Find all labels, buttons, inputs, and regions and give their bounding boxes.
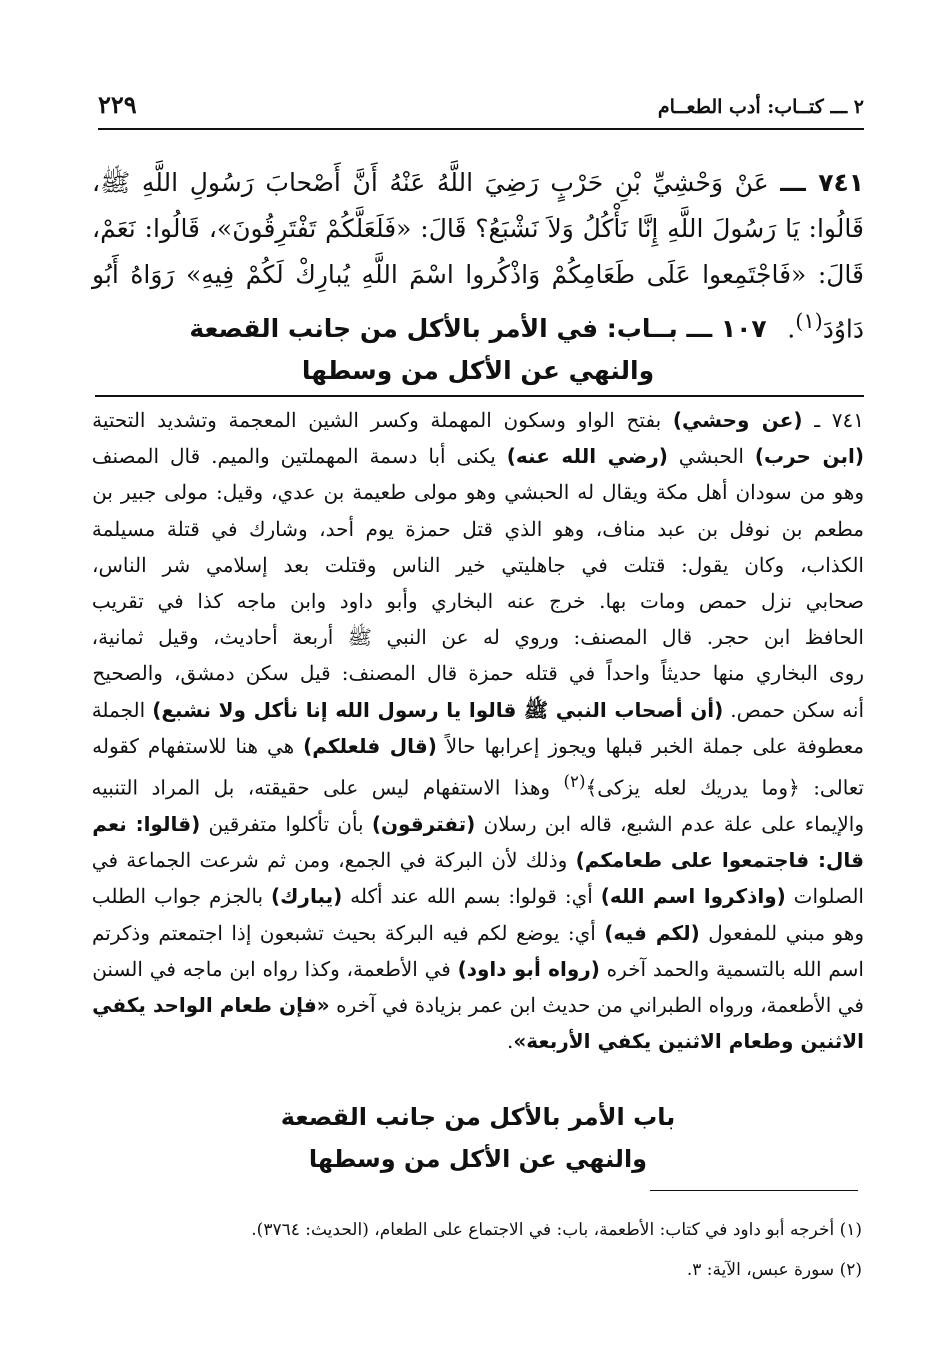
commentary-line: [92, 951, 864, 987]
running-header: [98, 88, 864, 130]
commentary-keyword: «فإن طعام الواحد يكفي: [92, 992, 330, 1017]
commentary-keyword: (رضي الله عنه): [506, 444, 668, 469]
commentary-text: وهذا الاستفهام ليس على حقيقته، بل المراد التنبيه: [91, 775, 564, 800]
hadith-number: ٧٤١ ـــ: [780, 168, 864, 197]
commentary-line: [92, 402, 864, 438]
page-number: ٢٢٩: [98, 90, 137, 119]
commentary-text: مطعم بن نوفل بن عبد مناف، وهو الذي قتل حمزة يوم أحد، وشارك في قتلة مسيلمة: [91, 516, 864, 541]
commentary-text: الصلوات: [785, 884, 864, 909]
commentary-text: أي: قولوا: بسم الله عند أكله: [342, 884, 601, 909]
hadith-text: ٧٤١ ـــ عَنْ وَحْشِيِّ بْنِ حَرْبٍ رَضِيَ اللَّهُ عَنْهُ أَنَّ أَصْحابَ رَسُولِ اللَّهِ ﷺ، قَالُوا: يَا رَسُولَ اللَّهِ إِنَّا نَأْكُلُ وَلاَ نَشْبَعُ؟ قَالَ: «فَلَعَلَّكُمْ تَفْتَرِقُونَ»، قَالُوا: نَعَمْ، قَالَ: «فَاجْتَمِعوا عَلَى طَعَامِكُمْ وَاذْكُروا اسْمَ اللَّهِ يُبارِكْ لَكُمْ فِيهِ» رَوَاهُ أَبُو دَاوُدَ$^{(١)}$.: [92, 168, 864, 344]
commentary-text: في الأطعمة، ورواه الطبراني من حديث ابن عمر بزيادة في آخره: [329, 992, 864, 1017]
commentary-line: [92, 692, 864, 728]
commentary-text: أي: يوضع لكم فيه البركة بحيث تشبعون إذا اجتمعتم وذكرتم: [91, 920, 605, 945]
commentary-text: الجملة: [91, 697, 153, 722]
commentary-text: الحبشي: [667, 444, 755, 469]
commentary-text: وذلك لأن البركة في الجمع، ومن ثم شرعت الجماعة في: [91, 848, 576, 873]
commentary-line: [92, 474, 864, 510]
commentary-text: بأن تأكلوا متفرقين: [200, 811, 372, 836]
chapter-heading-repeat: [92, 1096, 864, 1180]
footnote-rule: [650, 1190, 858, 1191]
commentary-text: هي هنا للاستفهام كقوله: [92, 733, 304, 758]
commentary-line: [92, 1023, 864, 1059]
commentary-line: [92, 547, 864, 583]
commentary-text: بالجزم جواب الطلب: [91, 884, 271, 909]
commentary-text: أنه سكن حمص.: [723, 697, 864, 722]
footnote-ref-1: (١): [795, 309, 823, 333]
commentary-text: الحافظ ابن حجر. قال المصنف: وروي له عن النبي ﷺ أربعة أحاديث، وقيل ثمانية،: [91, 625, 864, 650]
running-title: ٢ ـــ كتــاب: أدب الطعــام: [657, 96, 864, 118]
commentary-line: [92, 655, 864, 691]
chapter-repeat-line-2: والنهي عن الأكل من وسطها: [308, 1145, 648, 1173]
commentary-line: [92, 764, 864, 806]
commentary-line: [92, 987, 864, 1023]
commentary-text: الكذاب، وكان يقول: قتلت في جاهليتي خير الناس وقتلت بعد إسلامي شر الناس،: [92, 552, 864, 577]
commentary-keyword: (قال فلعلكم): [303, 733, 437, 758]
commentary-keyword: (تفترقون): [371, 811, 476, 836]
commentary-keyword: (قالوا: نعم: [92, 811, 201, 836]
commentary-text: معطوفة على جملة الخبر قبلها ويجوز إعرابها حالاً: [436, 733, 864, 758]
commentary-line: [92, 583, 864, 619]
commentary-keyword: (يبارك): [270, 884, 343, 909]
commentary-keyword: (عن وحشي): [672, 408, 803, 432]
footnote-2: (٢) سورة عبس، الآية: ٣.: [686, 1260, 862, 1280]
commentary-keyword: قال: فاجتمعوا على طعامكم): [575, 848, 864, 873]
chapter-heading: [92, 308, 864, 392]
commentary-text: وهو من سودان أهل مكة ويقال له الحبشي وهو مولى طعيمة بن عدي، وقيل: مولى جبير بن: [92, 480, 864, 505]
commentary-line: [92, 728, 864, 764]
commentary-keyword: (ابن حرب): [754, 444, 864, 469]
commentary-keyword: الاثنين وطعام الاثنين يكفي الأربعة»: [513, 1029, 864, 1054]
commentary-block: [92, 402, 864, 1059]
commentary-line: [92, 438, 864, 474]
commentary-keyword: (لكم فيه): [604, 920, 700, 945]
footnotes: [92, 1210, 862, 1290]
commentary-text: في الأطعمة، وكذا رواه ابن ماجه في السنن: [92, 956, 458, 981]
commentary-text: يكنى أبا دسمة المهملتين والميم. قال المصنف: [91, 444, 507, 469]
commentary-text: بفتح الواو وسكون المهملة وكسر الشين المعجمة وتشديد التحتية: [92, 408, 673, 432]
commentary-text: وهو مبني للمفعول: [699, 920, 864, 945]
commentary-text: صحابي نزل حمص ومات بها. خرج عنه البخاري وأبو داود وابن ماجه كذا في تقريب: [91, 589, 864, 614]
commentary-text: ٧٤١ ـ: [802, 408, 864, 432]
chapter-heading-line-1: ١٠٧ ـــ بــاب: في الأمر بالأكل من جانب القصعة: [189, 314, 767, 343]
commentary-text: تعالى: ﴿وما يدريك لعله يزكى﴾: [585, 775, 864, 800]
commentary-text: اسم الله بالتسمية والحمد آخره: [599, 956, 864, 981]
commentary-line: [92, 619, 864, 655]
chapter-heading-line-2: والنهي عن الأكل من وسطها: [301, 356, 655, 385]
chapter-repeat-line-1: باب الأمر بالأكل من جانب القصعة: [280, 1103, 676, 1131]
hadith-body: عَنْ وَحْشِيِّ بْنِ حَرْبٍ رَضِيَ اللَّهُ عَنْهُ أَنَّ أَصْحابَ رَسُولِ اللَّهِ ﷺ، قَالُوا: يَا رَسُولَ اللَّهِ إِنَّا نَأْكُلُ وَلاَ نَشْبَعُ؟ قَالَ: «فَلَعَلَّكُمْ تَفْتَرِقُونَ»، قَالُوا: نَعَمْ، قَالَ: «فَاجْتَمِعوا عَلَى طَعَامِكُمْ وَاذْكُروا اسْمَ اللَّهِ يُبارِكْ لَكُمْ فِيهِ» رَوَاهُ أَبُو دَاوُدَ: [92, 168, 864, 344]
section-divider: [95, 395, 864, 397]
commentary-line: [92, 806, 864, 842]
commentary-keyword: (واذكروا اسم الله): [600, 884, 786, 909]
commentary-line: [92, 915, 864, 951]
commentary-keyword: (أن أصحاب النبي ﷺ قالوا يا رسول الله إنا نأكل ولا نشبع): [152, 697, 724, 722]
commentary-text: .: [507, 1029, 514, 1054]
footnote-1: (١) أخرجه أبو داود في كتاب: الأطعمة، باب: في الاجتماع على الطعام، (الحديث: ٣٧٦٤).: [251, 1220, 862, 1240]
commentary-line: [92, 842, 864, 878]
commentary-line: [92, 511, 864, 547]
commentary-keyword: (رواه أبو داود): [457, 956, 600, 981]
footnote-ref: (٢): [563, 772, 586, 792]
commentary-text: والإيماء على علة عدم الشبع، قاله ابن رسلان: [475, 811, 864, 836]
commentary-line: [92, 878, 864, 914]
commentary-text: روى البخاري منها حديثاً واحداً في قتله حمزة قال المصنف: قيل سكن دمشق، والصحيح: [92, 661, 864, 686]
